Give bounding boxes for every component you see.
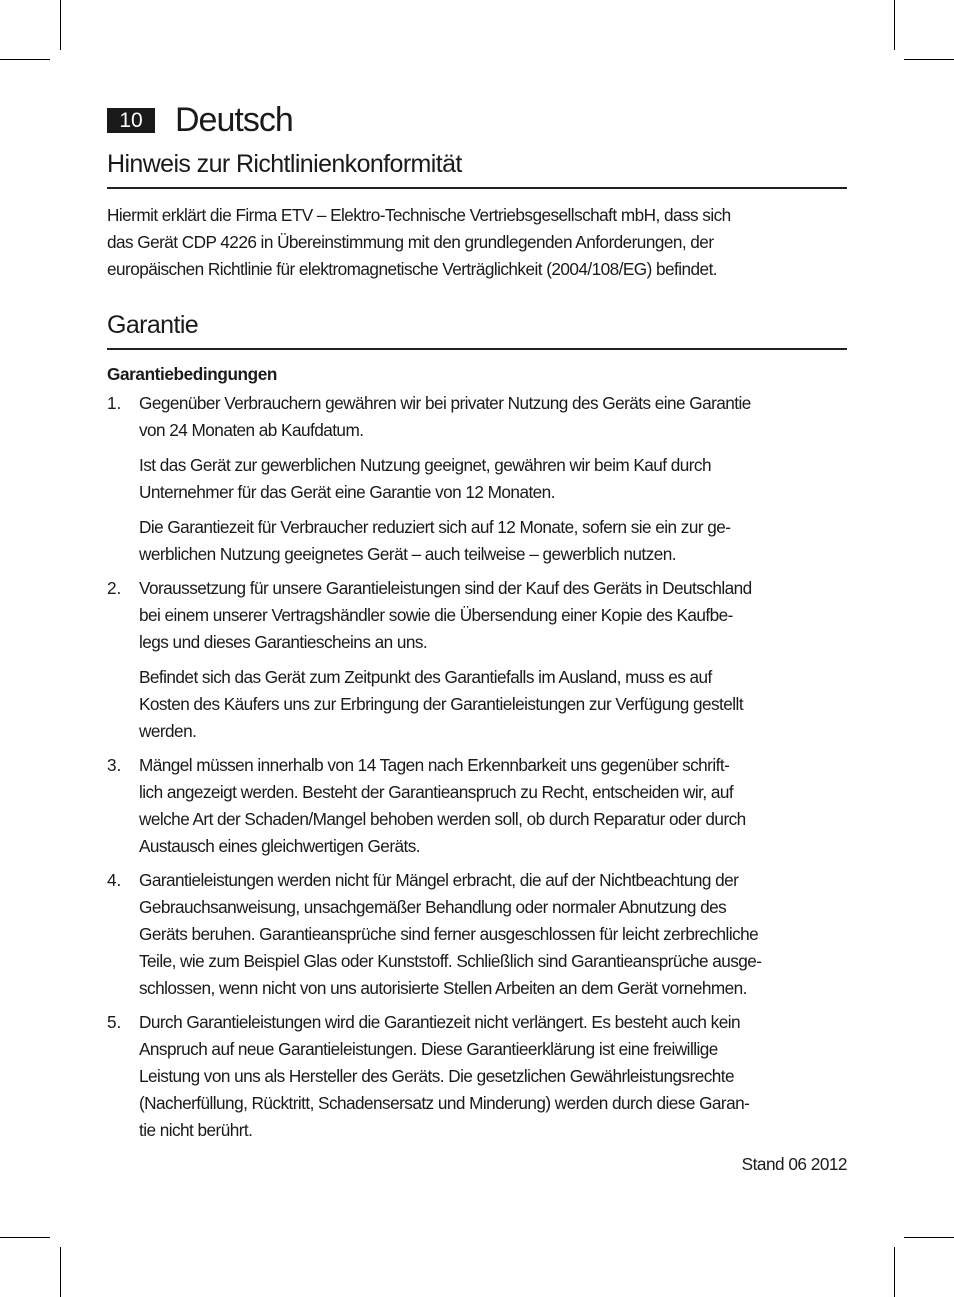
- list-item-number: 5.: [107, 1012, 122, 1032]
- crop-mark: [60, 1247, 61, 1297]
- text-line: Kosten des Käufers uns zur Erbringung der Garantieleistungen zur Verfügung gestellt: [139, 694, 744, 714]
- list-item: [107, 575, 847, 745]
- text-line: bei einem unserer Vertragshändler sowie die Übersendung einer Kopie des Kaufbe-: [139, 605, 733, 625]
- text-line: Befindet sich das Gerät zum Zeitpunkt des Garantiefalls im Ausland, muss es auf: [139, 667, 712, 687]
- crop-mark: [60, 0, 61, 50]
- text-line: (Nacherfüllung, Rücktritt, Schadensersatz und Minderung) werden durch diese Garan-: [139, 1093, 750, 1113]
- text-line: Geräts beruhen. Garantieansprüche sind ferner ausgeschlossen für leicht zerbrechliche: [139, 924, 759, 944]
- text-line: Ist das Gerät zur gewerblichen Nutzung geeignet, gewähren wir beim Kauf durch: [139, 455, 711, 475]
- warranty-subtitle: Garantiebedingungen: [107, 364, 278, 384]
- list-item-number: 3.: [107, 755, 122, 775]
- list-paragraph: [139, 1009, 847, 1144]
- text-line: Hiermit erklärt die Firma ETV – Elektro-Technische Vertriebsgesellschaft mbH, dass sich: [107, 205, 731, 225]
- list-paragraph: [139, 514, 847, 568]
- text-line: lich angezeigt werden. Besteht der Garantieanspruch zu Recht, entscheiden wir, auf: [139, 782, 734, 802]
- crop-mark: [904, 59, 954, 60]
- list-item: [107, 752, 847, 860]
- stand-date: Stand 06 2012: [741, 1154, 847, 1174]
- page-number-badge: 10: [107, 108, 155, 133]
- list-paragraph: [139, 575, 847, 656]
- crop-mark: [0, 1237, 50, 1238]
- conformity-text: [107, 202, 847, 283]
- text-line: legs und dieses Garantiescheins an uns.: [139, 632, 428, 652]
- text-line: tie nicht berührt.: [139, 1120, 253, 1140]
- language-header: [107, 100, 847, 140]
- text-line: Leistung von uns als Hersteller des Geräts. Die gesetzlichen Gewährleistungsrechte: [139, 1066, 734, 1086]
- list-item: [107, 390, 847, 568]
- list-item: [107, 1009, 847, 1144]
- list-paragraph: [139, 664, 847, 745]
- section-title-conformity: Hinweis zur Richtlinienkonformität: [107, 150, 847, 189]
- list-item: [107, 867, 847, 1002]
- text-line: das Gerät CDP 4226 in Übereinstimmung mit den grundlegenden Anforderungen, der: [107, 232, 714, 252]
- warranty-conditions-list: [107, 390, 847, 1144]
- section-title-warranty: Garantie: [107, 311, 847, 350]
- text-line: Teile, wie zum Beispiel Glas oder Kunststoff. Schließlich sind Garantieansprüche ausge-: [139, 951, 762, 971]
- text-line: Unternehmer für das Gerät eine Garantie von 12 Monaten.: [139, 482, 555, 502]
- crop-mark: [0, 59, 50, 60]
- text-line: Mängel müssen innerhalb von 14 Tagen nach Erkennbarkeit uns gegenüber schrift-: [139, 755, 730, 775]
- text-line: europäischen Richtlinie für elektromagnetische Verträglichkeit (2004/108/EG) befindet.: [107, 259, 718, 279]
- language-title: Deutsch: [175, 101, 293, 139]
- crop-mark: [904, 1237, 954, 1238]
- text-line: Anspruch auf neue Garantieleistungen. Diese Garantieerklärung ist eine freiwillige: [139, 1039, 718, 1059]
- text-line: von 24 Monaten ab Kaufdatum.: [139, 420, 364, 440]
- text-line: Die Garantiezeit für Verbraucher reduziert sich auf 12 Monate, sofern sie ein zur ge-: [139, 517, 731, 537]
- list-item-number: 1.: [107, 393, 122, 413]
- list-item-number: 4.: [107, 870, 122, 890]
- text-line: Gegenüber Verbrauchern gewähren wir bei privater Nutzung des Geräts eine Garantie: [139, 393, 751, 413]
- text-line: schlossen, wenn nicht von uns autorisierte Stellen Arbeiten an dem Gerät vornehmen.: [139, 978, 747, 998]
- crop-mark: [894, 1247, 895, 1297]
- list-paragraph: [139, 867, 847, 1002]
- text-line: Gebrauchsanweisung, unsachgemäßer Behandlung oder normaler Abnutzung des: [139, 897, 727, 917]
- list-paragraph: [139, 752, 847, 860]
- text-line: welche Art der Schaden/Mangel behoben werden soll, ob durch Reparatur oder durch: [139, 809, 746, 829]
- text-line: werden.: [139, 721, 197, 741]
- text-line: Durch Garantieleistungen wird die Garantiezeit nicht verlängert. Es besteht auch kein: [139, 1012, 740, 1032]
- text-line: Garantieleistungen werden nicht für Mängel erbracht, die auf der Nichtbeachtung der: [139, 870, 739, 890]
- text-line: Voraussetzung für unsere Garantieleistungen sind der Kauf des Geräts in Deutschland: [139, 578, 752, 598]
- text-line: Austausch eines gleichwertigen Geräts.: [139, 836, 420, 856]
- list-paragraph: [139, 390, 847, 444]
- document-page: [107, 100, 847, 1178]
- text-line: werblichen Nutzung geeignetes Gerät – auch teilweise – gewerblich nutzen.: [139, 544, 676, 564]
- crop-mark: [894, 0, 895, 50]
- list-paragraph: [139, 452, 847, 506]
- list-item-number: 2.: [107, 578, 122, 598]
